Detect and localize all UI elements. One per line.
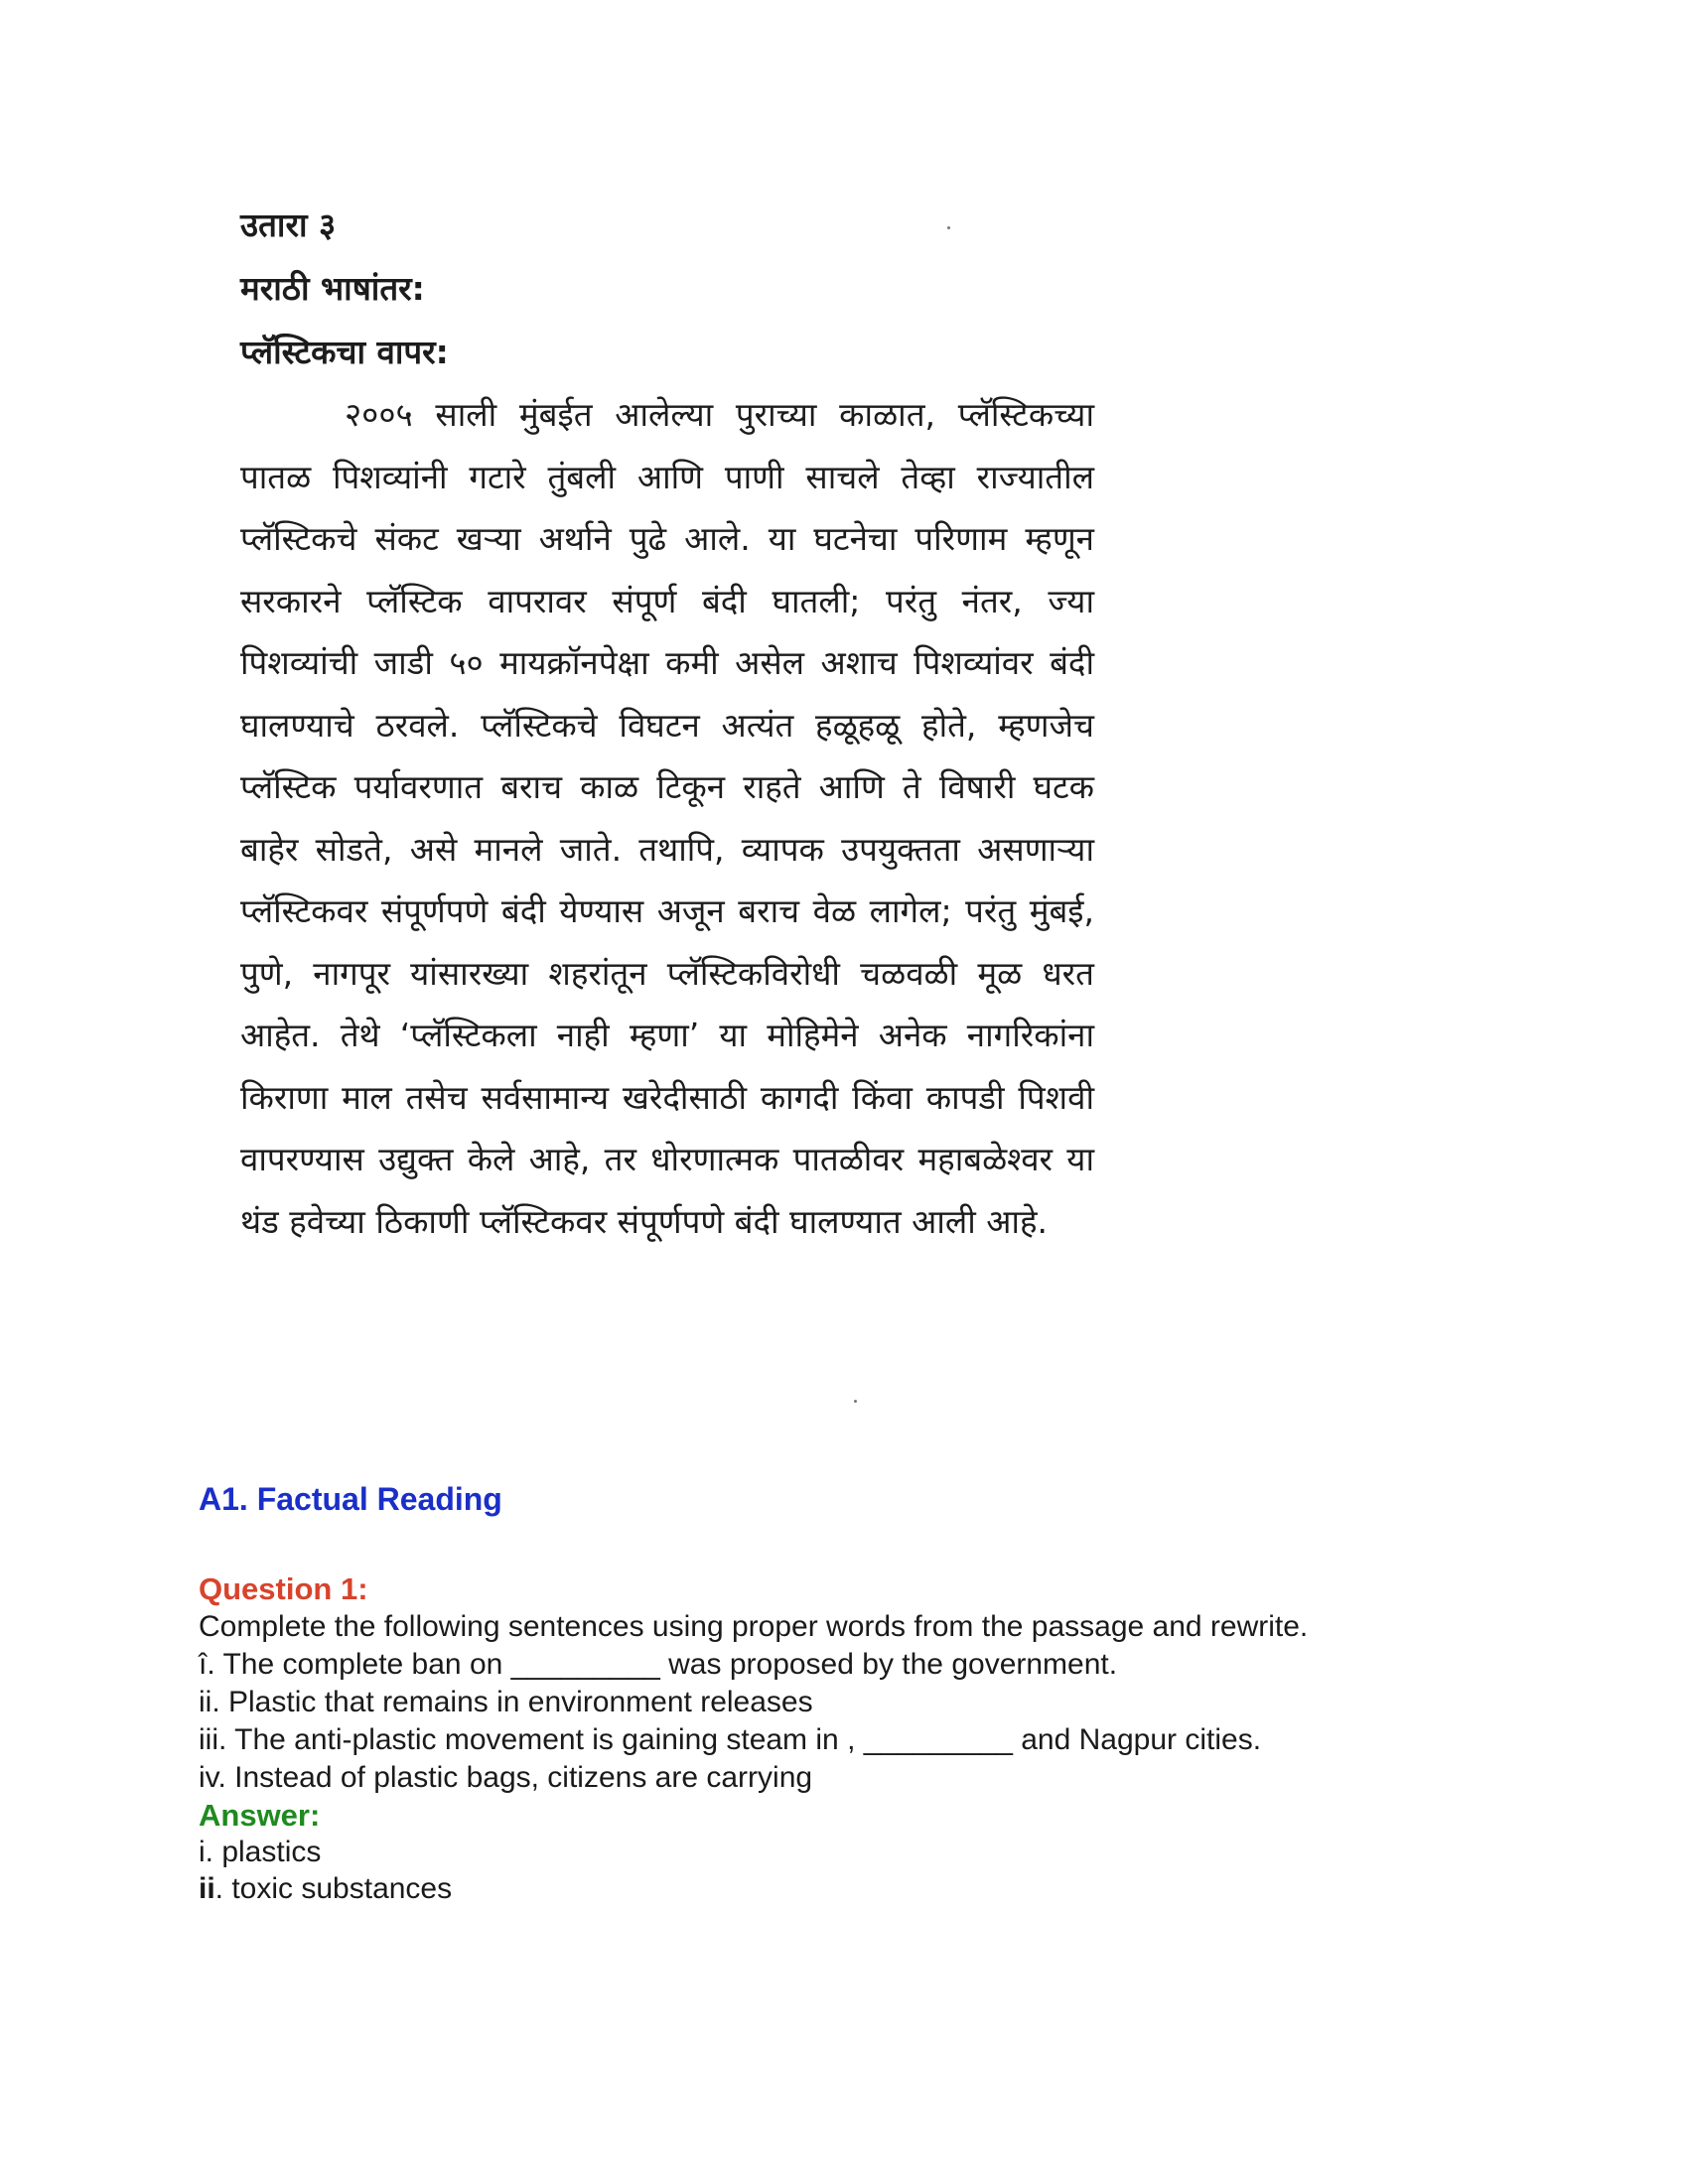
answer-item-text: . toxic substances: [214, 1872, 453, 1905]
question-instruction: Complete the following sentences using proper words from the passage and rewrite.: [199, 1610, 1309, 1643]
question-item: iii. The anti-plastic movement is gaining steam in , _________ and Nagpur cities.: [199, 1723, 1262, 1756]
scan-speck: [947, 226, 950, 229]
passage-title: प्लॅस्टिकचा वापर:: [240, 333, 449, 371]
answer-title: Answer:: [199, 1798, 321, 1833]
translation-heading: मराठी भाषांतर:: [240, 269, 425, 308]
question-item: î. The complete ban on _________ was proposed by the government.: [199, 1648, 1118, 1681]
answer-item: [199, 1870, 1489, 1907]
section-title: A1. Factual Reading: [199, 1481, 502, 1517]
question-item: iv. Instead of plastic bags, citizens are carrying: [199, 1761, 813, 1794]
marathi-passage: [240, 194, 1094, 1253]
answer-item-number: ii: [199, 1872, 215, 1905]
exercise-section: [199, 1479, 1489, 1907]
scan-speck: [854, 1400, 857, 1403]
question-title: Question 1:: [199, 1571, 368, 1606]
passage-number: उतारा ३: [240, 205, 337, 244]
answer-item: i. plastics: [199, 1836, 322, 1868]
question-item: ii. Plastic that remains in environment releases: [199, 1686, 813, 1718]
passage-paragraph: २००५ साली मुंबईत आलेल्या पुराच्या काळात, प्लॅस्टिकच्या पातळ पिशव्यांनी गटारे तुंबली आणि पाणी साचले तेव्हा राज्यातील प्लॅस्टिकचे संकट खऱ्या अर्थाने पुढे आले. या घटनेचा परिणाम म्हणून सरकारने प्लॅस्टिक वापरावर संपूर्ण बंदी घातली; परंतु नंतर, ज्या पिशव्यांची जाडी ५० मायक्रॉनपेक्षा कमी असेल अशाच पिशव्यांवर बंदी घालण्याचे ठरवले. प्लॅस्टिकचे विघटन अत्यंत हळूहळू होते, म्हणजेच प्लॅस्टिक पर्यावरणात बराच काळ टिकून राहते आणि ते विषारी घटक बाहेर सोडते, असे मानले जाते. तथापि, व्यापक उपयुक्तता असणाऱ्या प्लॅस्टिकवर संपूर्णपणे बंदी येण्यास अजून बराच वेळ लागेल; परंतु मुंबई, पुणे, नागपूर यांसारख्या शहरांतून प्लॅस्टिकविरोधी चळवळी मूळ धरत आहेत. तेथे ‘प्लॅस्टिकला नाही म्हणा’ या मोहिमेने अनेक नागरिकांना किराणा माल तसेच सर्वसामान्य खरेदीसाठी कागदी किंवा कापडी पिशवी वापरण्यास उद्युक्त केले आहे, तर धोरणात्मक पातळीवर महाबळेश्वर या थंड हवेच्या ठिकाणी प्लॅस्टिकवर संपूर्णपणे बंदी घालण्यात आली आहे.: [240, 395, 1094, 1241]
